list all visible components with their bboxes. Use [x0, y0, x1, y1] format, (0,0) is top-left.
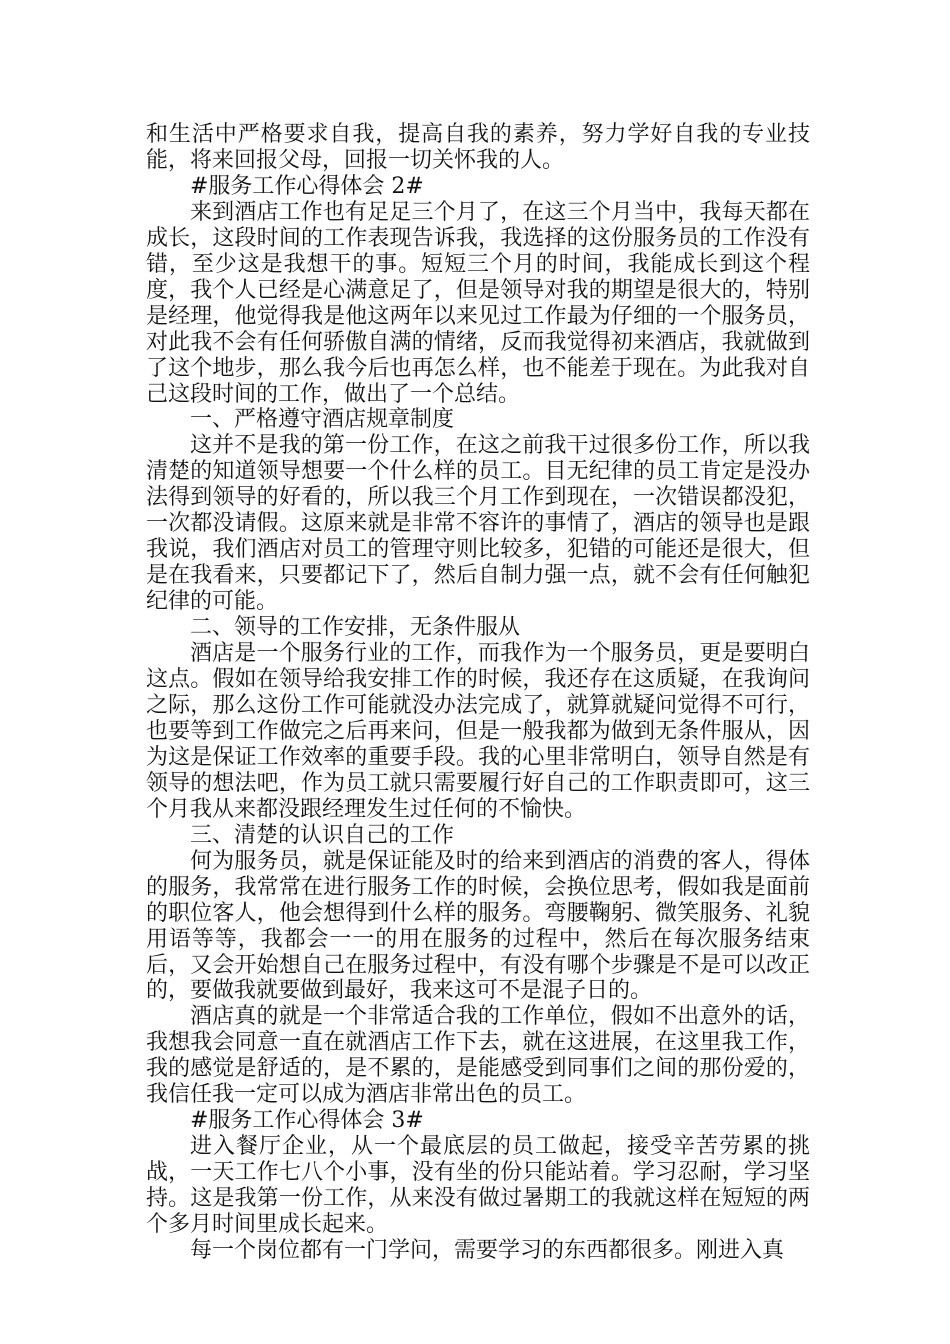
section-heading-3: #服务工作心得体会 3# [190, 1108, 424, 1134]
paragraph-conclusion: 酒店真的就是一个非常适合我的工作单位，假如不出意外的话，我想我会同意一直在就酒店工作下去，就在这进展，在这里我工作，我的感觉是舒适的，是不累的，是能感受到同事们之间的那份爱的，我信任我一定可以成为酒店非常出色的员工。 [146, 1004, 810, 1108]
subheading-obey: 二、领导的工作安排，无条件服从 [190, 615, 521, 641]
paragraph-know-work: 何为服务员，就是保证能及时的给来到酒店的消费的客人，得体的服务，我常常在进行服务工作的时候，会换位思考，假如我是面前的职位客人，他会想得到什么样的服务。弯腰鞠躬、微笑服务、礼貌用语等等，我都会一一的用在服务的过程中，然后在每次服务结束后，又会开始想自己在服务过程中，有没有哪个步骤是不是可以改正的，要做我就要做到最好，我来这可不是混子日的。 [146, 848, 810, 1004]
paragraph-restaurant: 进入餐厅企业，从一个最底层的员工做起，接受辛苦劳累的挑战，一天工作七八个小事，没有坐的份只能站着。学习忍耐，学习坚持。这是我第一份工作，从来没有做过暑期工的我就这样在短短的两个多月时间里成长起来。 [146, 1134, 810, 1238]
document-page [146, 122, 810, 1264]
subheading-rules: 一、严格遵守酒店规章制度 [190, 407, 455, 433]
section-heading-2: #服务工作心得体会 2# [190, 173, 424, 199]
paragraph-rules: 这并不是我的第一份工作，在这之前我干过很多份工作，所以我清楚的知道领导想要一个什么样的员工。目无纪律的员工肯定是没办法得到领导的好看的，所以我三个月工作到现在，一次错误都没犯，一次都没请假。这原来就是非常不容许的事情了，酒店的领导也是跟我说，我们酒店对员工的管理守则比较多，犯错的可能还是很大，但是在我看来，只要都记下了，然后自制力强一点，就不会有任何触犯纪律的可能。 [146, 433, 810, 615]
paragraph-intro-continuation: 和生活中严格要求自我，提高自我的素养，努力学好自我的专业技能，将来回报父母，回报一切关怀我的人。 [146, 122, 810, 173]
paragraph-obey: 酒店是一个服务行业的工作，而我作为一个服务员，更是要明白这点。假如在领导给我安排工作的时候，我还存在这质疑，在我询问之际，那么这份工作可能就没办法完成了，就算就疑问觉得不可行，也要等到工作做完之后再来问，但是一般我都为做到无条件服从，因为这是保证工作效率的重要手段。我的心里非常明白，领导自然是有领导的想法吧，作为员工就只需要履行好自己的工作职责即可，这三个月我从来都没跟经理发生过任何的不愉快。 [146, 641, 810, 822]
paragraph-hotel-summary: 来到酒店工作也有足足三个月了，在这三个月当中，我每天都在成长，这段时间的工作表现告诉我，我选择的这份服务员的工作没有错，至少这是我想干的事。短短三个月的时间，我能成长到这个程度，我个人已经是心满意足了，但是领导对我的期望是很大的，特别是经理，他觉得我是他这两年以来见过工作最为仔细的一个服务员，对此我不会有任何骄傲自满的情绪，反而我觉得初来酒店，我就做到了这个地步，那么我今后也再怎么样，也不能差于现在。为此我对自己这段时间的工作，做出了一个总结。 [146, 199, 810, 407]
subheading-know-work: 三、清楚的认识自己的工作 [190, 822, 455, 848]
paragraph-learning: 每一个岗位都有一门学问，需要学习的东西都很多。刚进入真 [190, 1237, 785, 1263]
